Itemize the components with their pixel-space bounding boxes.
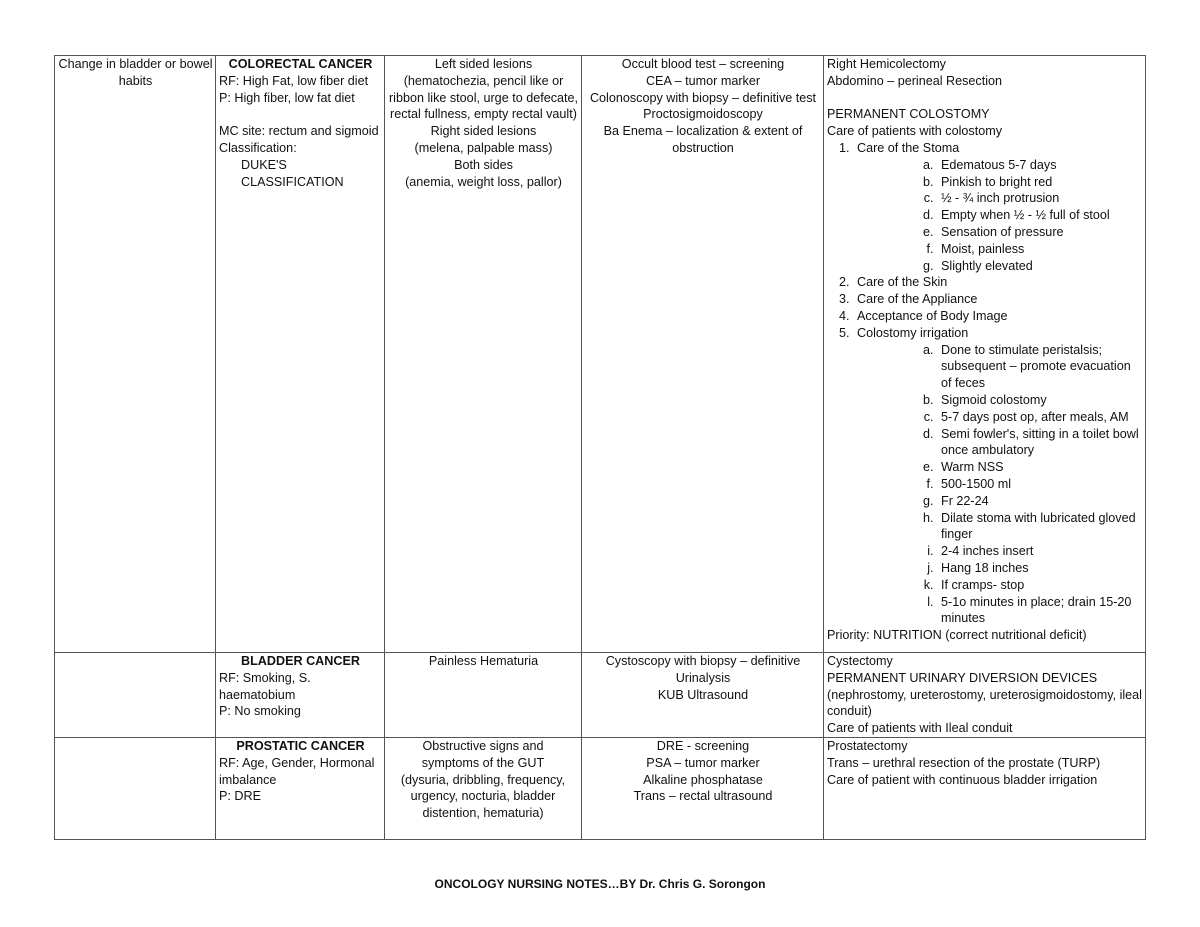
list-item: c. 5-7 days post op, after meals, AM — [937, 409, 1143, 426]
signs-cell — [385, 653, 582, 738]
stoma-sublist — [857, 157, 1143, 275]
signs-text: Left sided lesions — [434, 57, 533, 71]
diagnostic-text: PSA – tumor marker — [646, 755, 760, 770]
list-item: b. Pinkish to bright red — [937, 174, 1143, 191]
site-text: MC site: rectum and sigmoid — [219, 124, 379, 139]
classification-label: Classification: — [219, 140, 297, 155]
list-item: k. If cramps- stop — [937, 577, 1143, 594]
cancer-cell — [216, 653, 385, 738]
prevention-text: P: No smoking — [219, 704, 301, 719]
management-text: Care of patients with Ileal conduit — [827, 721, 1013, 736]
spacer — [827, 90, 1143, 107]
irrigation-sublist — [857, 342, 1143, 628]
signs-text: Painless Hematuria — [428, 654, 539, 668]
risk-factor-text: RF: Age, Gender, Hormonal imbalance — [219, 755, 375, 787]
page-footer: ONCOLOGY NURSING NOTES…BY Dr. Chris G. Sorongon — [434, 877, 766, 891]
management-cell — [824, 653, 1146, 738]
management-text: Right Hemicolectomy — [827, 57, 946, 71]
topic-cell: Change in bladder or bowel habits — [55, 56, 216, 653]
risk-factor-text: RF: High Fat, low fiber diet — [219, 73, 369, 88]
list-item: d. Semi fowler's, sitting in a toilet bowl once ambulatory — [937, 426, 1143, 460]
list-item: a. Done to stimulate peristalsis; subsequent – promote evacuation of feces — [937, 342, 1143, 392]
spacer — [219, 106, 382, 123]
diagnostic-text: KUB Ultrasound — [657, 687, 749, 702]
list-item: i. 2-4 inches insert — [937, 543, 1143, 560]
management-cell — [824, 56, 1146, 653]
diagnostic-text: Cystoscopy with biopsy – definitive — [605, 654, 801, 668]
cancer-cell — [216, 737, 385, 839]
priority-text: Priority: NUTRITION (correct nutritional deficit) — [827, 628, 1087, 643]
management-text: PERMANENT COLOSTOMY — [827, 107, 990, 122]
table-row — [55, 737, 1146, 839]
diagnostic-text: Alkaline phosphatase — [643, 772, 763, 787]
list-item: j. Hang 18 inches — [937, 560, 1143, 577]
list-item: g. Fr 22-24 — [937, 493, 1143, 510]
list-item: 4. Acceptance of Body Image — [853, 308, 1143, 325]
management-text: Prostatectomy — [827, 738, 908, 753]
diagnostic-text: Occult blood test – screening — [621, 57, 785, 71]
oncology-notes-table — [54, 55, 1146, 840]
list-item: d. Empty when ½ - ½ full of stool — [937, 207, 1143, 224]
list-item: e. Sensation of pressure — [937, 224, 1143, 241]
diagnostic-text: CEA – tumor marker — [645, 73, 761, 88]
list-item: f. 500-1500 ml — [937, 476, 1143, 493]
signs-text: (hematochezia, pencil like or ribbon like stool, urge to defecate, rectal fullness, empty rectal vault) — [388, 73, 579, 122]
cancer-cell — [216, 56, 385, 653]
management-text: Abdomino – perineal Resection — [827, 73, 1003, 88]
management-text: PERMANENT URINARY DIVERSION DEVICES (nephrostomy, ureterostomy, ureterosigmoidostomy, ileal conduit) — [827, 670, 1142, 719]
list-item: c. ½ - ¾ inch protrusion — [937, 190, 1143, 207]
prevention-text: P: High fiber, low fat diet — [219, 90, 355, 105]
diagnostic-text: Colonoscopy with biopsy – definitive test — [589, 90, 817, 105]
diagnostic-text: Ba Enema – localization & extent of obstruction — [603, 124, 803, 155]
risk-factor-text: RF: Smoking, S. haematobium — [219, 670, 311, 702]
list-item: b. Sigmoid colostomy — [937, 392, 1143, 409]
cancer-name: PROSTATIC CANCER — [236, 738, 365, 753]
topic-cell — [55, 737, 216, 839]
management-text: Trans – urethral resection of the prostate (TURP) — [827, 755, 1101, 770]
diagnostic-text: Trans – rectal ultrasound — [633, 789, 773, 804]
management-text: Care of patient with continuous bladder irrigation — [827, 772, 1098, 787]
topic-cell — [55, 653, 216, 738]
colostomy-care-list — [827, 140, 1143, 627]
diagnostic-text: Proctosigmoidoscopy — [643, 107, 763, 122]
list-item: 1. Care of the Stoma a. Edematous 5-7 days b. Pinkish to bright red c. ½ - ¾ inch protrusion d. Empty when ½ - ½ full of stool e. Sensation of pressure f. Moist, painless g. Slightly elevated — [853, 140, 1143, 274]
list-item: f. Moist, painless — [937, 241, 1143, 258]
diagnostics-cell — [582, 56, 824, 653]
diagnostic-text: Urinalysis — [675, 670, 731, 685]
list-item: g. Slightly elevated — [937, 258, 1143, 275]
cancer-name: BLADDER CANCER — [241, 654, 360, 668]
diagnostic-text: DRE - screening — [656, 738, 750, 753]
list-item: 3. Care of the Appliance — [853, 291, 1143, 308]
list-item: 5. Colostomy irrigation a. Done to stimulate peristalsis; subsequent – promote evacuation of feces b. Sigmoid colostomy c. 5-7 days post op, after meals, AM d. Semi fowler's, sitting in a toilet bowl once ambulatory e. Warm NSS f. 500-1500 ml g. Fr 22-24 h. Dilate stoma with lubricated gloved finger i. 2-4 inches insert j. Hang 18 inches k. If cramps- stop l. 5-1o minutes in place; drain 15-20 minutes — [853, 325, 1143, 627]
diagnostics-cell — [582, 737, 824, 839]
table-row — [55, 653, 1146, 738]
signs-cell — [385, 737, 582, 839]
classification-value: DUKE'S CLASSIFICATION — [241, 157, 344, 189]
signs-cell — [385, 56, 582, 653]
list-item: 2. Care of the Skin — [853, 274, 1143, 291]
cancer-name: COLORECTAL CANCER — [228, 57, 373, 71]
signs-text: (melena, palpable mass) — [414, 140, 553, 155]
management-cell — [824, 737, 1146, 839]
signs-text: Right sided lesions — [430, 124, 537, 139]
list-item: e. Warm NSS — [937, 459, 1143, 476]
signs-text: Obstructive signs and symptoms of the GUT (dysuria, dribbling, frequency, urgency, nocturia, bladder distention, hematuria) — [400, 738, 566, 821]
management-text: Care of patients with colostomy — [827, 124, 1002, 139]
diagnostics-cell — [582, 653, 824, 738]
list-item: l. 5-1o minutes in place; drain 15-20 minutes — [937, 594, 1143, 628]
list-item: a. Edematous 5-7 days — [937, 157, 1143, 174]
prevention-text: P: DRE — [219, 789, 261, 804]
management-text: Cystectomy — [827, 654, 893, 668]
list-item: h. Dilate stoma with lubricated gloved finger — [937, 510, 1143, 544]
signs-text: Both sides — [454, 157, 513, 172]
table-row — [55, 56, 1146, 653]
signs-text: (anemia, weight loss, pallor) — [405, 174, 562, 189]
